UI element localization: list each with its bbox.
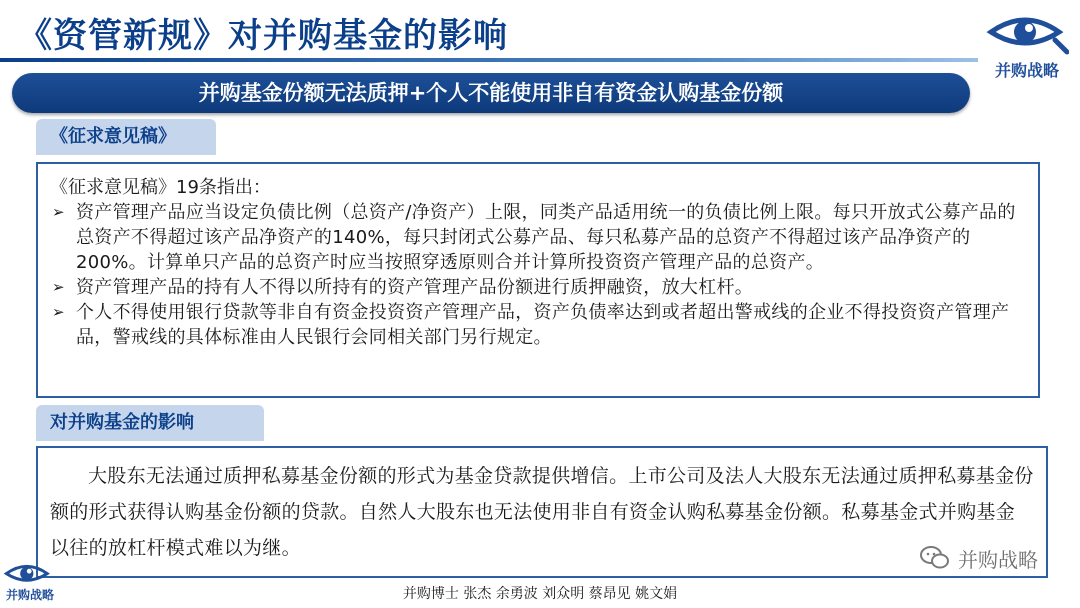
draft-intro: 《征求意见稿》19条指出： [50,177,271,198]
watermark-text: 并购战略 [958,547,1038,572]
logo-text: 并购战略 [994,61,1059,80]
bullet-text: 资产管理产品应当设定负债比例（总资产/净资产）上限，同类产品适用统一的负债比例上限。每只开放式公募产品的总资产不得超过该产品净资产的140%，每只封闭式公募产品、每只私募产品的总资产不得超过该产品净资产的200%。计算单只产品的总资产时应当按照穿透原则合并计算所投资资产管理产品的总资产。 [76,202,1016,273]
draft-content-box [36,162,1040,398]
impact-content-box [36,446,1048,578]
section-tab-draft: 《征求意见稿》 [36,119,216,155]
logo-text-small: 并购战略 [5,588,54,602]
author-line: 并购博士 张杰 余勇波 刘众明 蔡昂见 姚文娟 [402,586,678,602]
wechat-icon [920,545,950,571]
wechat-watermark [920,540,1038,576]
brand-logo [982,6,1072,82]
page-title: 《资管新规》对并购基金的影响 [18,16,508,56]
title-underline [0,58,978,62]
bullet-item [50,275,1028,300]
bullet-item [50,200,1028,275]
section-tab-impact: 对并购基金的影响 [36,405,264,441]
headline-banner: 并购基金份额无法质押+个人不能使用非自有资金认购基金份额 [12,73,970,113]
arrow-bullet-icon: ➢ [52,303,65,321]
eye-magnifier-icon [985,6,1069,56]
bullet-item [50,300,1028,350]
bullet-text: 个人不得使用银行贷款等非自有资金投资资产管理产品，资产负债率达到或者超出警戒线的企业不得投资资产管理产品，警戒线的具体标准由人民银行会同相关部门另行规定。 [76,302,1010,348]
impact-paragraph: 大股东无法通过质押私募基金份额的形式为基金贷款提供增信。上市公司及法人大股东无法通过质押私募基金份额的形式获得认购基金份额的贷款。自然人大股东也无法使用非自有资金认购私募基金份额。私募基金式并购基金以往的放杠杆模式难以为继。 [50,465,1034,559]
arrow-bullet-icon: ➢ [52,278,65,296]
arrow-bullet-icon: ➢ [52,203,65,221]
bullet-text: 资产管理产品的持有人不得以所持有的资产管理产品份额进行质押融资，放大杠杆。 [76,277,754,298]
